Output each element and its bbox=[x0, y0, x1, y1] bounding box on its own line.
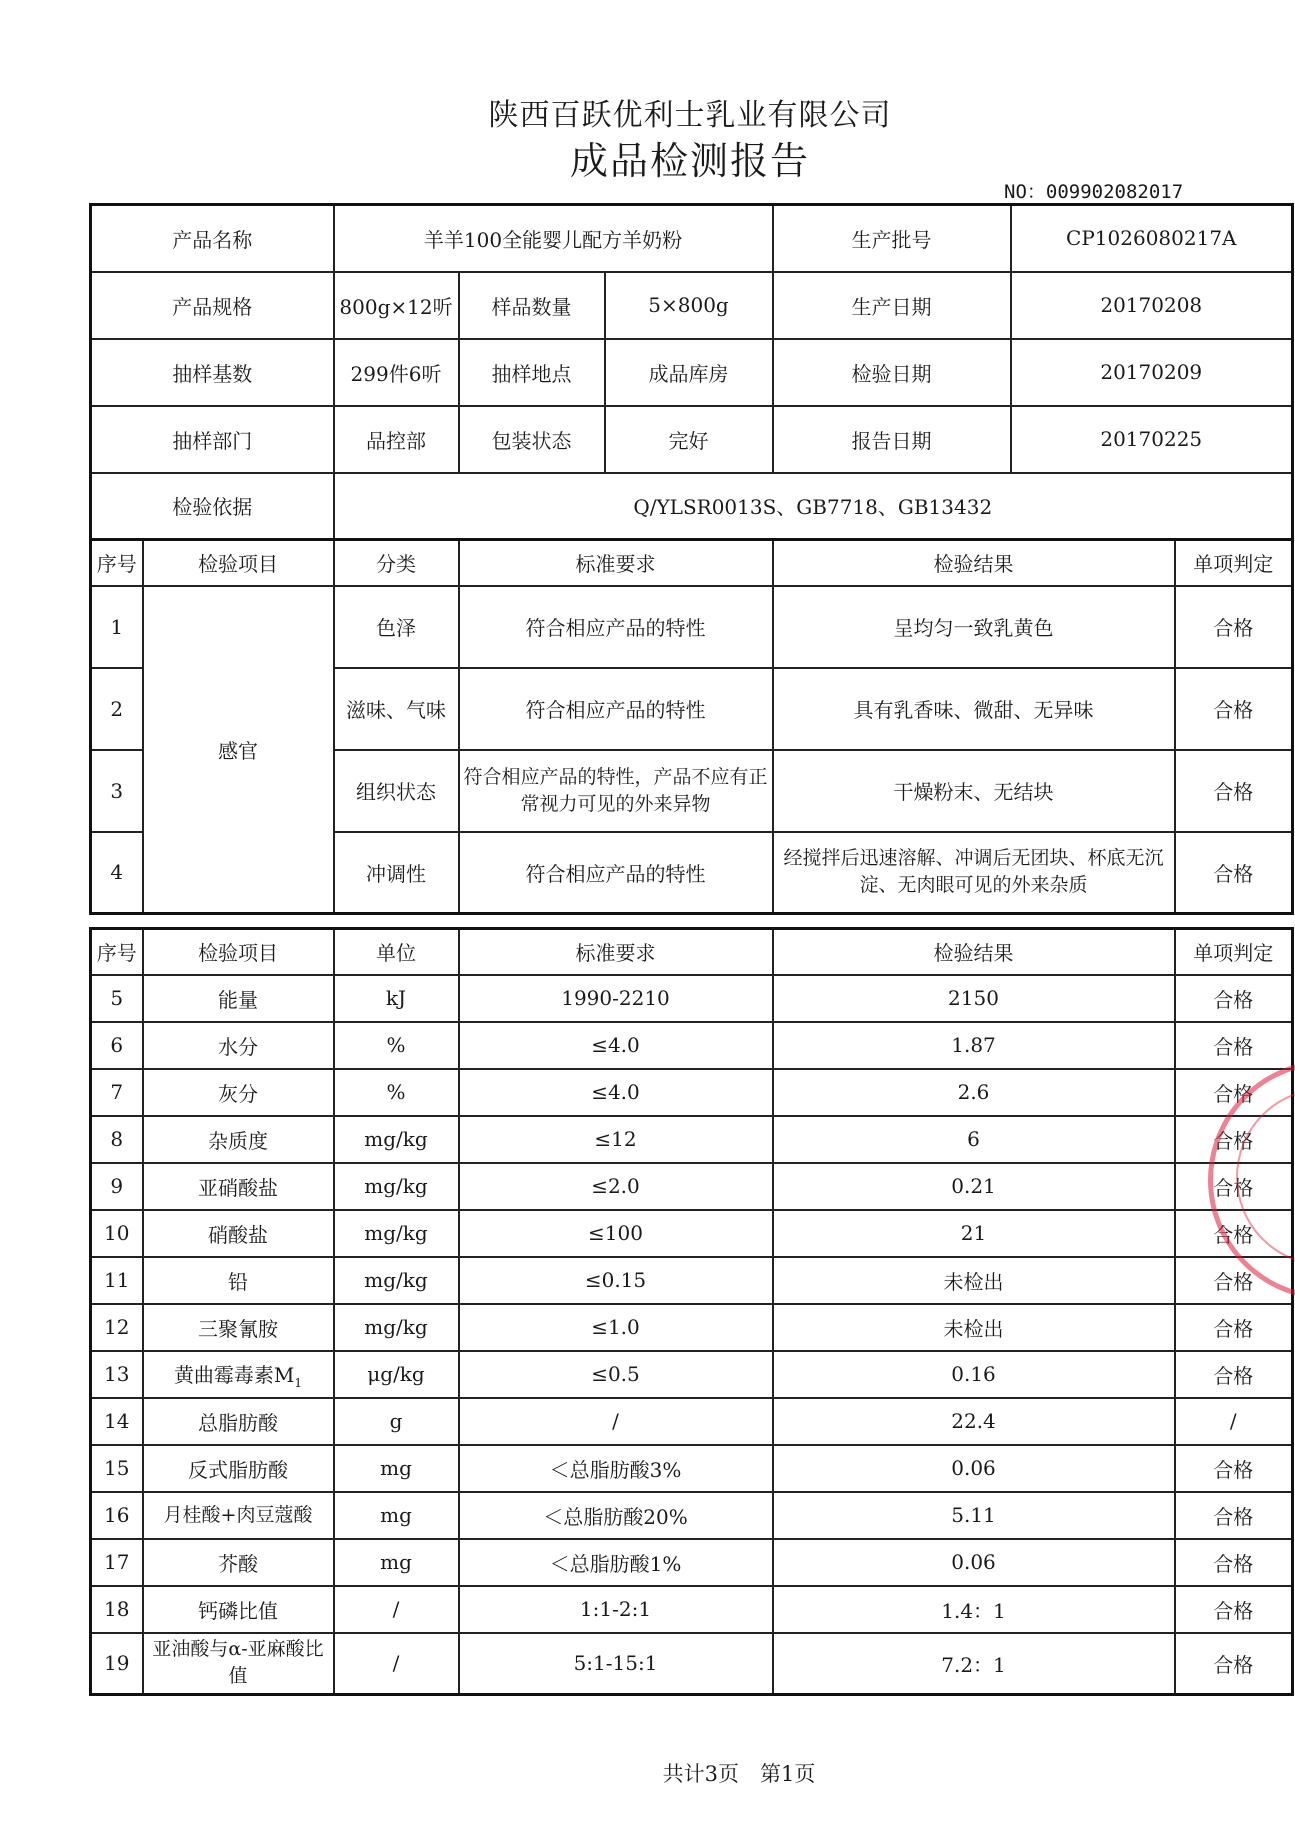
header-unit: 单位 bbox=[334, 929, 459, 975]
product-info-table bbox=[89, 203, 1294, 541]
row-unit: μg/kg bbox=[334, 1351, 459, 1398]
report-number: NO：009902082017 bbox=[1004, 181, 1184, 203]
table-row bbox=[91, 1586, 1293, 1633]
row-judgement: 合格 bbox=[1175, 1163, 1293, 1210]
row-result: 0.16 bbox=[773, 1351, 1175, 1398]
row-result: 呈均匀一致乳黄色 bbox=[773, 586, 1175, 668]
table-row bbox=[91, 1398, 1293, 1445]
row-no: 11 bbox=[91, 1257, 143, 1304]
row-result: 22.4 bbox=[773, 1398, 1175, 1445]
row-judgement: 合格 bbox=[1175, 1351, 1293, 1398]
row-no: 19 bbox=[91, 1633, 143, 1695]
row-judgement: 合格 bbox=[1175, 1210, 1293, 1257]
row-judgement: 合格 bbox=[1175, 1539, 1293, 1586]
table-row bbox=[91, 1116, 1293, 1163]
row-unit: mg bbox=[334, 1539, 459, 1586]
header-requirement: 标准要求 bbox=[459, 929, 773, 975]
dept-value: 品控部 bbox=[334, 406, 459, 473]
table-row bbox=[91, 1257, 1293, 1304]
report-title: 成品检测报告 bbox=[569, 139, 810, 183]
row-unit: g bbox=[334, 1398, 459, 1445]
header-judgement: 单项判定 bbox=[1175, 540, 1293, 586]
dept-label: 抽样部门 bbox=[91, 406, 334, 473]
row-no: 3 bbox=[91, 750, 143, 832]
row-requirement: / bbox=[459, 1398, 773, 1445]
row-unit: mg/kg bbox=[334, 1304, 459, 1351]
row-requirement: ≤100 bbox=[459, 1210, 773, 1257]
row-result: 具有乳香味、微甜、无异味 bbox=[773, 668, 1175, 750]
sample-qty-value: 5×800g bbox=[605, 272, 773, 339]
table-row bbox=[91, 1351, 1293, 1398]
row-requirement: 符合相应产品的特性 bbox=[459, 668, 773, 750]
table-row bbox=[91, 586, 1293, 668]
row-judgement: 合格 bbox=[1175, 1586, 1293, 1633]
row-unit: mg/kg bbox=[334, 1163, 459, 1210]
sensory-group: 感官 bbox=[143, 586, 334, 914]
row-no: 12 bbox=[91, 1304, 143, 1351]
basis-value: Q/YLSR0013S、GB7718、GB13432 bbox=[334, 473, 1293, 540]
row-judgement: 合格 bbox=[1175, 1445, 1293, 1492]
physchem-table bbox=[89, 927, 1294, 1696]
row-requirement: 1990-2210 bbox=[459, 975, 773, 1022]
table-row bbox=[91, 1069, 1293, 1116]
row-unit: % bbox=[334, 1022, 459, 1069]
table-row bbox=[91, 1163, 1293, 1210]
base-label: 抽样基数 bbox=[91, 339, 334, 406]
row-unit: / bbox=[334, 1633, 459, 1695]
row-no: 8 bbox=[91, 1116, 143, 1163]
inspect-date-value: 20170209 bbox=[1011, 339, 1293, 406]
row-unit: % bbox=[334, 1069, 459, 1116]
report-date-label: 报告日期 bbox=[773, 406, 1011, 473]
row-requirement: ≤12 bbox=[459, 1116, 773, 1163]
table-row bbox=[91, 1492, 1293, 1539]
row-no: 7 bbox=[91, 1069, 143, 1116]
row-no: 10 bbox=[91, 1210, 143, 1257]
row-result: 2150 bbox=[773, 975, 1175, 1022]
row-item: 硝酸盐 bbox=[143, 1210, 334, 1257]
row-judgement: 合格 bbox=[1175, 1304, 1293, 1351]
row-no: 18 bbox=[91, 1586, 143, 1633]
row-judgement: 合格 bbox=[1175, 750, 1293, 832]
row-requirement: 符合相应产品的特性 bbox=[459, 832, 773, 914]
row-category: 滋味、气味 bbox=[334, 668, 459, 750]
row-judgement: 合格 bbox=[1175, 832, 1293, 914]
header-item: 检验项目 bbox=[143, 929, 334, 975]
row-result: 0.06 bbox=[773, 1445, 1175, 1492]
row-judgement: / bbox=[1175, 1398, 1293, 1445]
row-no: 15 bbox=[91, 1445, 143, 1492]
inspect-date-label: 检验日期 bbox=[773, 339, 1011, 406]
row-result: 0.06 bbox=[773, 1539, 1175, 1586]
item-subscript: 1 bbox=[294, 1375, 303, 1390]
row-result: 2.6 bbox=[773, 1069, 1175, 1116]
pack-label: 包装状态 bbox=[459, 406, 605, 473]
table-row bbox=[91, 1210, 1293, 1257]
prod-date-label: 生产日期 bbox=[773, 272, 1011, 339]
batch-label: 生产批号 bbox=[773, 205, 1011, 272]
row-judgement: 合格 bbox=[1175, 1069, 1293, 1116]
header-result: 检验结果 bbox=[773, 540, 1175, 586]
table-row bbox=[91, 1445, 1293, 1492]
row-item: 亚油酸与α-亚麻酸比值 bbox=[143, 1633, 334, 1695]
prod-date-value: 20170208 bbox=[1011, 272, 1293, 339]
table-row bbox=[91, 1633, 1293, 1695]
sensory-table bbox=[89, 538, 1294, 915]
sample-qty-label: 样品数量 bbox=[459, 272, 605, 339]
row-requirement: 符合相应产品的特性，产品不应有正常视力可见的外来异物 bbox=[459, 750, 773, 832]
row-no: 14 bbox=[91, 1398, 143, 1445]
row-unit: / bbox=[334, 1586, 459, 1633]
row-requirement: ＜总脂肪酸1% bbox=[459, 1539, 773, 1586]
row-category: 色泽 bbox=[334, 586, 459, 668]
row-item: 月桂酸+肉豆蔻酸 bbox=[143, 1492, 334, 1539]
row-result: 干燥粉末、无结块 bbox=[773, 750, 1175, 832]
pack-value: 完好 bbox=[605, 406, 773, 473]
row-requirement: ≤1.0 bbox=[459, 1304, 773, 1351]
row-result: 未检出 bbox=[773, 1304, 1175, 1351]
spec-value: 800g×12听 bbox=[334, 272, 459, 339]
row-unit: mg bbox=[334, 1492, 459, 1539]
row-requirement: 1:1-2:1 bbox=[459, 1586, 773, 1633]
row-item: 灰分 bbox=[143, 1069, 334, 1116]
table-row bbox=[91, 1022, 1293, 1069]
row-unit: mg/kg bbox=[334, 1116, 459, 1163]
row-result: 21 bbox=[773, 1210, 1175, 1257]
row-judgement: 合格 bbox=[1175, 1257, 1293, 1304]
header-requirement: 标准要求 bbox=[459, 540, 773, 586]
row-judgement: 合格 bbox=[1175, 975, 1293, 1022]
row-judgement: 合格 bbox=[1175, 1492, 1293, 1539]
row-unit: mg/kg bbox=[334, 1257, 459, 1304]
table-row bbox=[91, 1539, 1293, 1586]
row-requirement: ≤0.15 bbox=[459, 1257, 773, 1304]
row-requirement: ≤0.5 bbox=[459, 1351, 773, 1398]
row-no: 4 bbox=[91, 832, 143, 914]
row-item bbox=[143, 1351, 334, 1398]
header-item: 检验项目 bbox=[143, 540, 334, 586]
row-no: 5 bbox=[91, 975, 143, 1022]
row-item: 水分 bbox=[143, 1022, 334, 1069]
row-item: 能量 bbox=[143, 975, 334, 1022]
row-result: 7.2：1 bbox=[773, 1633, 1175, 1695]
row-requirement: ≤4.0 bbox=[459, 1022, 773, 1069]
row-item: 铅 bbox=[143, 1257, 334, 1304]
row-requirement: 5:1-15:1 bbox=[459, 1633, 773, 1695]
row-result: 1.87 bbox=[773, 1022, 1175, 1069]
header-result: 检验结果 bbox=[773, 929, 1175, 975]
row-requirement: ＜总脂肪酸20% bbox=[459, 1492, 773, 1539]
company-name: 陕西百跃优利士乳业有限公司 bbox=[488, 98, 892, 133]
row-requirement: ≤4.0 bbox=[459, 1069, 773, 1116]
report-date-value: 20170225 bbox=[1011, 406, 1293, 473]
base-value: 299件6听 bbox=[334, 339, 459, 406]
row-requirement: 符合相应产品的特性 bbox=[459, 586, 773, 668]
header-category: 分类 bbox=[334, 540, 459, 586]
row-no: 1 bbox=[91, 586, 143, 668]
product-name-value: 羊羊100全能婴儿配方羊奶粉 bbox=[334, 205, 773, 272]
row-result: 6 bbox=[773, 1116, 1175, 1163]
row-result: 0.21 bbox=[773, 1163, 1175, 1210]
row-unit: kJ bbox=[334, 975, 459, 1022]
row-result: 5.11 bbox=[773, 1492, 1175, 1539]
row-result: 1.4：1 bbox=[773, 1586, 1175, 1633]
basis-label: 检验依据 bbox=[91, 473, 334, 540]
row-requirement: ≤2.0 bbox=[459, 1163, 773, 1210]
table-row bbox=[91, 975, 1293, 1022]
header-no: 序号 bbox=[91, 929, 143, 975]
batch-value: CP1026080217A bbox=[1011, 205, 1293, 272]
place-label: 抽样地点 bbox=[459, 339, 605, 406]
row-category: 冲调性 bbox=[334, 832, 459, 914]
row-judgement: 合格 bbox=[1175, 1116, 1293, 1163]
row-no: 6 bbox=[91, 1022, 143, 1069]
row-item: 三聚氰胺 bbox=[143, 1304, 334, 1351]
row-unit: mg/kg bbox=[334, 1210, 459, 1257]
row-judgement: 合格 bbox=[1175, 1633, 1293, 1695]
row-no: 16 bbox=[91, 1492, 143, 1539]
row-result: 经搅拌后迅速溶解、冲调后无团块、杯底无沉淀、无肉眼可见的外来杂质 bbox=[773, 832, 1175, 914]
spec-label: 产品规格 bbox=[91, 272, 334, 339]
row-item: 钙磷比值 bbox=[143, 1586, 334, 1633]
row-judgement: 合格 bbox=[1175, 586, 1293, 668]
row-judgement: 合格 bbox=[1175, 668, 1293, 750]
row-item: 杂质度 bbox=[143, 1116, 334, 1163]
place-value: 成品库房 bbox=[605, 339, 773, 406]
row-no: 9 bbox=[91, 1163, 143, 1210]
row-unit: mg bbox=[334, 1445, 459, 1492]
row-no: 13 bbox=[91, 1351, 143, 1398]
row-item: 芥酸 bbox=[143, 1539, 334, 1586]
row-judgement: 合格 bbox=[1175, 1022, 1293, 1069]
row-no: 17 bbox=[91, 1539, 143, 1586]
product-name-label: 产品名称 bbox=[91, 205, 334, 272]
row-category: 组织状态 bbox=[334, 750, 459, 832]
header-no: 序号 bbox=[91, 540, 143, 586]
header-judgement: 单项判定 bbox=[1175, 929, 1293, 975]
row-result: 未检出 bbox=[773, 1257, 1175, 1304]
table-row bbox=[91, 1304, 1293, 1351]
row-item: 亚硝酸盐 bbox=[143, 1163, 334, 1210]
row-item: 反式脂肪酸 bbox=[143, 1445, 334, 1492]
row-requirement: ＜总脂肪酸3% bbox=[459, 1445, 773, 1492]
item-name: 黄曲霉毒素M bbox=[173, 1362, 295, 1387]
row-item: 总脂肪酸 bbox=[143, 1398, 334, 1445]
page-footer: 共计3页 第1页 bbox=[662, 1762, 816, 1786]
row-no: 2 bbox=[91, 668, 143, 750]
